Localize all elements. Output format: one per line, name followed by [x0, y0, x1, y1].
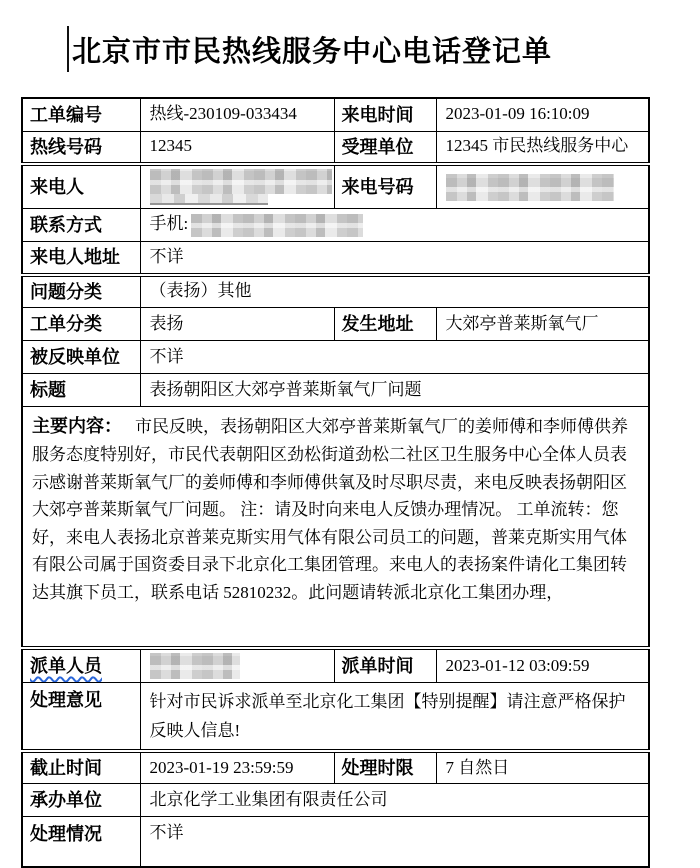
redaction-mosaic-phone: [191, 214, 363, 237]
row-hotline-no: [22, 131, 649, 164]
field-label-handle-opinion: 处理意见: [22, 683, 140, 751]
field-value-occur-addr: 大郊亭普莱斯氧气厂: [436, 308, 649, 341]
row-handle-status: [22, 817, 649, 867]
field-value-dispatcher-redacted: [140, 648, 334, 683]
field-label-deadline: 截止时间: [22, 751, 140, 784]
field-value-issue-class: （表扬）其他: [140, 275, 649, 308]
field-label-issue-class: 问题分类: [22, 275, 140, 308]
field-label-accept-unit: 受理单位: [334, 131, 436, 164]
field-value-order-class: 表扬: [140, 308, 334, 341]
dispatcher-label-spellcheck: 派单人员: [30, 655, 102, 676]
main-content-label: 主要内容：: [32, 416, 122, 436]
field-value-reflected-unit: 不详: [140, 341, 649, 374]
redaction-mosaic-caller-name-tail: [150, 194, 268, 205]
row-caller: [22, 164, 649, 209]
field-value-handle-unit: 北京化学工业集团有限责任公司: [140, 784, 649, 817]
field-value-hotline-no: 12345: [140, 131, 334, 164]
field-label-call-time: 来电时间: [334, 98, 436, 131]
row-dispatcher: [22, 648, 649, 683]
text-cursor: [67, 26, 69, 72]
field-label-hotline-no: 热线号码: [22, 131, 140, 164]
field-label-handle-limit: 处理时限: [334, 751, 436, 784]
registration-form-table: [21, 97, 650, 868]
field-value-caller-addr: 不详: [140, 242, 649, 275]
field-label-order-no: 工单编号: [22, 98, 140, 131]
field-value-handle-opinion: 针对市民诉求派单至北京化工集团【特别提醒】请注意严格保护反映人信息!: [140, 683, 649, 751]
field-label-caller-no: 来电号码: [334, 164, 436, 209]
main-content-text: 市民反映，表扬朝阳区大郊亭普莱斯氧气厂的姜师傅和李师傅供养服务态度特别好，市民代表朝阳区劲松街道劲松二社区卫生服务中心全体人员表示感谢普莱斯氧气厂的姜师傅和李师傅供氧及时尽职尽责，来电反映表扬朝阳区大郊亭普莱斯氧气厂问题。 注：请及时向来电人反馈办理情况。 工单流转：您好，来电人表扬北京普莱克斯实用气体有限公司员工的问题，普莱克斯实用气体有限公司属于国资委目录下北京化工集团管理。来电人的表扬案件请化工集团转达其旗下员工，联系电话 52810232。此问题请转派北京化工集团办理，: [32, 417, 628, 602]
page-title: 北京市市民热线服务中心电话登记单: [72, 35, 553, 68]
field-label-reflected-unit: 被反映单位: [22, 341, 140, 374]
field-label-subject: 标题: [22, 374, 140, 407]
row-caller-addr: [22, 242, 649, 275]
row-reflected-unit: [22, 341, 649, 374]
field-label-order-class: 工单分类: [22, 308, 140, 341]
row-issue-class: [22, 275, 649, 308]
row-contact: [22, 209, 649, 242]
row-main-content: [22, 407, 649, 649]
field-value-dispatch-time: 2023-01-12 03:09:59: [436, 648, 649, 683]
field-value-handle-status: 不详: [140, 817, 649, 867]
row-handle-opinion: [22, 683, 649, 751]
field-label-handle-status: 处理情况: [22, 817, 140, 867]
field-label-caller: 来电人: [22, 164, 140, 209]
field-label-contact: 联系方式: [22, 209, 140, 242]
field-label-handle-unit: 承办单位: [22, 784, 140, 817]
field-value-contact: [140, 209, 649, 242]
field-label-dispatcher: [22, 648, 140, 683]
row-order-no: [22, 98, 649, 131]
row-subject: [22, 374, 649, 407]
field-label-dispatch-time: 派单时间: [334, 648, 436, 683]
field-label-occur-addr: 发生地址: [334, 308, 436, 341]
field-value-caller-no-redacted: [436, 164, 649, 209]
redaction-mosaic-caller-name: [150, 169, 332, 194]
field-value-order-no: 热线-230109-033434: [140, 98, 334, 131]
field-value-call-time: 2023-01-09 16:10:09: [436, 98, 649, 131]
field-value-handle-limit: 7 自然日: [436, 751, 649, 784]
contact-type-text: 手机:: [149, 214, 189, 234]
field-label-caller-addr: 来电人地址: [22, 242, 140, 275]
field-value-subject: 表扬朝阳区大郊亭普莱斯氧气厂问题: [140, 374, 649, 407]
redaction-mosaic-caller-number: [446, 174, 614, 201]
row-order-class: [22, 308, 649, 341]
field-value-accept-unit: 12345 市民热线服务中心: [436, 131, 649, 164]
redaction-mosaic-dispatcher: [150, 653, 240, 679]
row-handle-unit: [22, 784, 649, 817]
field-value-caller-redacted: [140, 164, 334, 209]
field-main-content: [22, 407, 649, 649]
row-deadline: [22, 751, 649, 784]
title-block: [67, 26, 552, 72]
field-value-deadline: 2023-01-19 23:59:59: [140, 751, 334, 784]
